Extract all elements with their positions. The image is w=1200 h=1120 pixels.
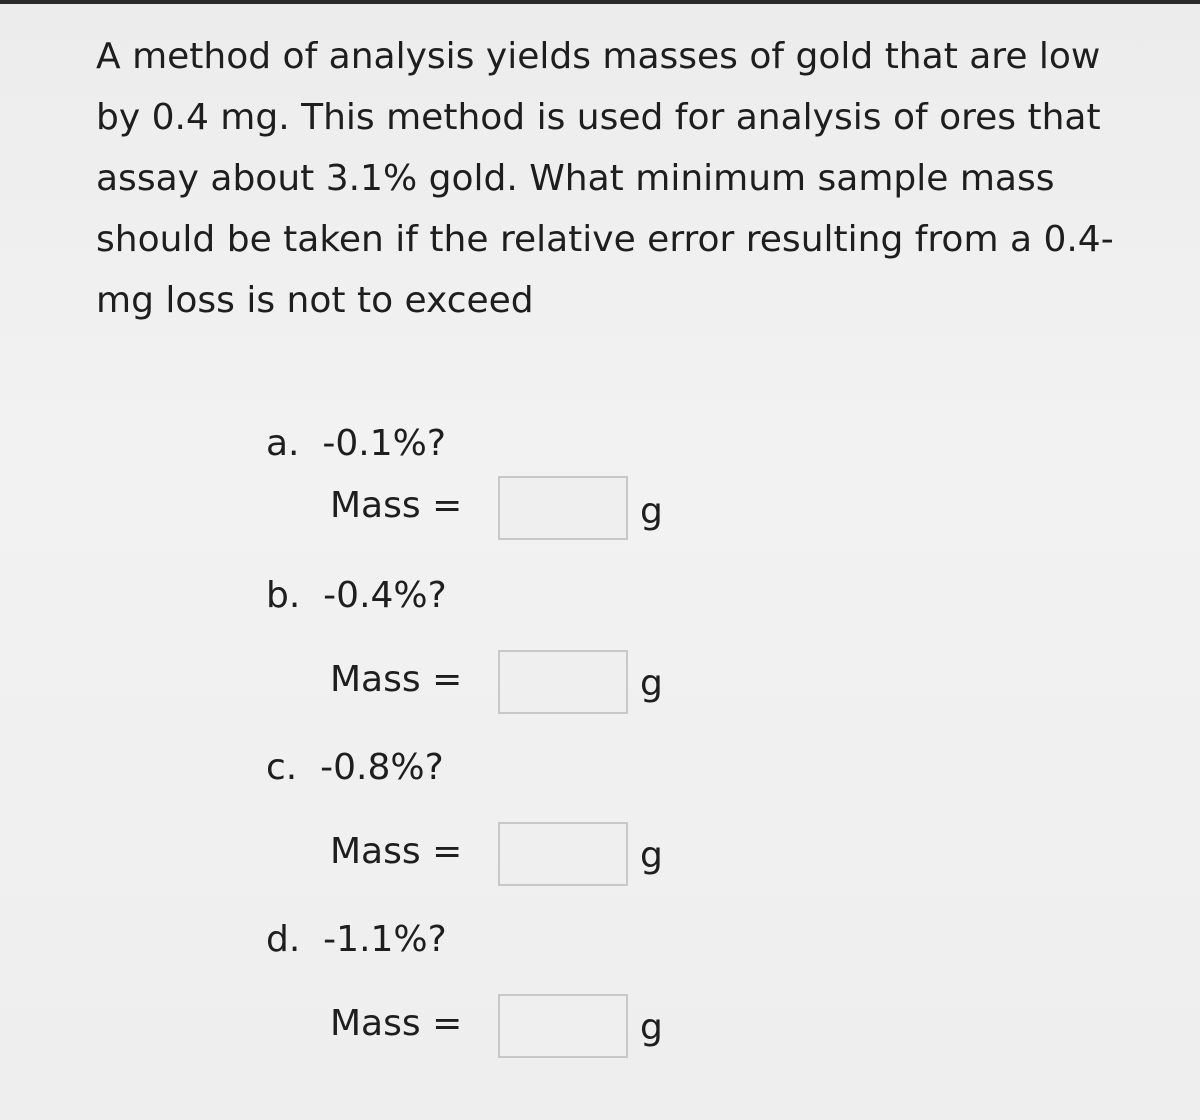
part-b-mass-input[interactable]: [498, 650, 628, 714]
part-c-mass-label: Mass =: [330, 831, 463, 872]
part-c-unit: g: [640, 835, 663, 876]
part-d-label: d. -1.1%?: [266, 919, 447, 960]
part-a-mass-label: Mass =: [330, 485, 463, 526]
question-text: A method of analysis yields masses of gold that are low by 0.4 mg. This method is used for analysis of ores that assay about 3.1% gold. What minimum sample mass should be taken if the relative error resulting from a 0.4-mg loss is not to exceed: [96, 36, 1114, 321]
part-a-mass-input[interactable]: [498, 476, 628, 540]
part-a-unit: g: [640, 491, 663, 532]
part-d-unit: g: [640, 1007, 663, 1048]
part-b-mass-label: Mass =: [330, 659, 463, 700]
part-b-label: b. -0.4%?: [266, 575, 447, 616]
part-b-unit: g: [640, 663, 663, 704]
part-c-mass-input[interactable]: [498, 822, 628, 886]
screen-top-edge: [0, 0, 1200, 4]
part-d-mass-label: Mass =: [330, 1003, 463, 1044]
part-d-mass-input[interactable]: [498, 994, 628, 1058]
part-c-label: c. -0.8%?: [266, 747, 444, 788]
part-a-label: a. -0.1%?: [266, 423, 446, 464]
